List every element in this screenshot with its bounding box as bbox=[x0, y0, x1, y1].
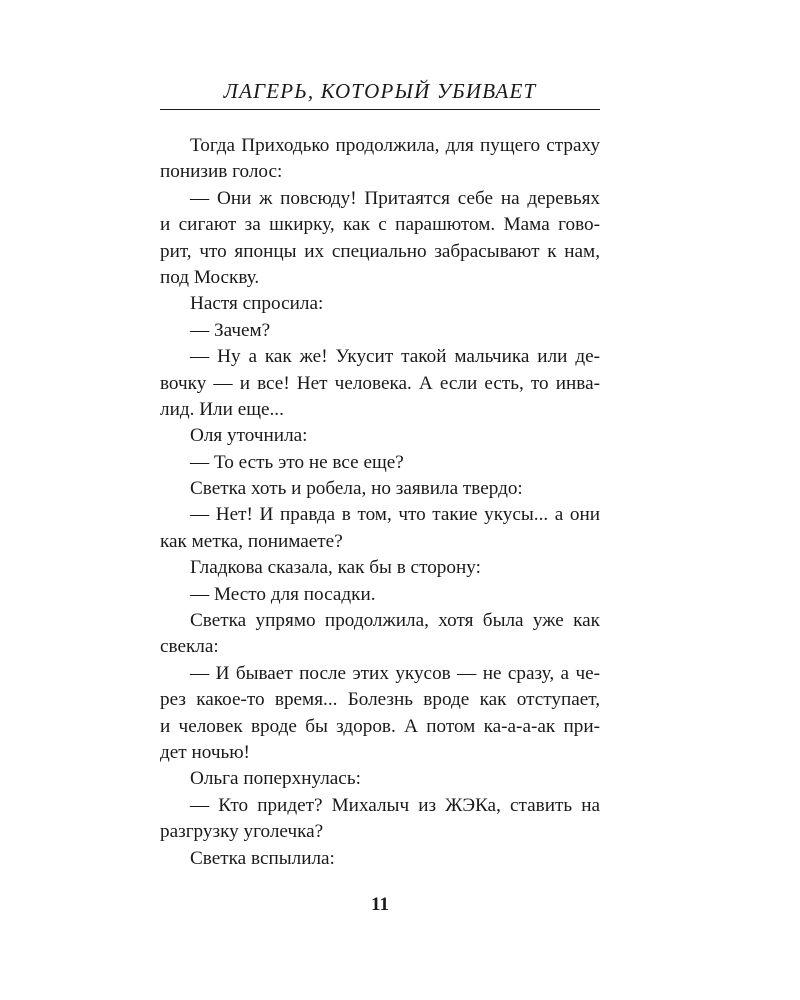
text-line: Гладкова сказала, как бы в сторону: bbox=[190, 557, 481, 579]
text-line: — Место для посадки. bbox=[190, 583, 376, 605]
text-line: Светка вспылила: bbox=[190, 847, 335, 869]
text-line: Тогда Приходько продолжила, для пущего страху bbox=[190, 135, 600, 156]
text-line: разгрузку уголечка? bbox=[160, 821, 324, 843]
text-line: — Нет! И правда в том, что такие укусы... а они bbox=[190, 504, 600, 526]
text-line: как метка, понимаете? bbox=[160, 530, 343, 552]
text-line: и человек вроде бы здоров. А потом ка-а-а-ак при- bbox=[160, 715, 600, 737]
text-line: вочку — и все! Нет человека. А если есть, то инва- bbox=[160, 372, 600, 394]
body-text bbox=[160, 133, 600, 872]
text-line: Светка упрямо продолжила, хотя была уже как bbox=[190, 610, 600, 632]
header-rule bbox=[160, 109, 600, 110]
text-line: Светка хоть и робела, но заявила твердо: bbox=[190, 478, 523, 500]
text-line: Настя спросила: bbox=[190, 293, 324, 315]
text-line: — То есть это не все еще? bbox=[190, 451, 404, 473]
text-line: под Москву. bbox=[160, 266, 260, 288]
page-number: 11 bbox=[371, 894, 389, 915]
text-line: лид. Или еще... bbox=[160, 398, 284, 420]
text-line: — Они ж повсюду! Притаятся себе на деревьях bbox=[190, 187, 600, 209]
text-line: и сигают за шкирку, как с парашютом. Мама гово- bbox=[160, 214, 600, 236]
text-line: рит, что японцы их специально забрасывают к нам, bbox=[160, 240, 600, 262]
text-line: дет ночью! bbox=[160, 741, 250, 763]
text-line: Ольга поперхнулась: bbox=[190, 768, 361, 790]
text-line: рез какое-то время... Болезнь вроде как отступает, bbox=[160, 689, 600, 711]
text-line: — И бывает после этих укусов — не сразу, а че- bbox=[190, 662, 600, 684]
running-title: ЛАГЕРЬ, КОТОРЫЙ УБИВАЕТ bbox=[223, 79, 537, 103]
text-line: — Зачем? bbox=[190, 319, 271, 341]
text-line: — Ну а как же! Укусит такой мальчика или де- bbox=[190, 346, 600, 368]
text-line: свекла: bbox=[160, 636, 219, 658]
text-line: — Кто придет? Михалыч из ЖЭКа, ставить на bbox=[190, 794, 600, 816]
text-line: Оля уточнила: bbox=[190, 425, 308, 447]
text-line: понизив голос: bbox=[160, 161, 283, 183]
